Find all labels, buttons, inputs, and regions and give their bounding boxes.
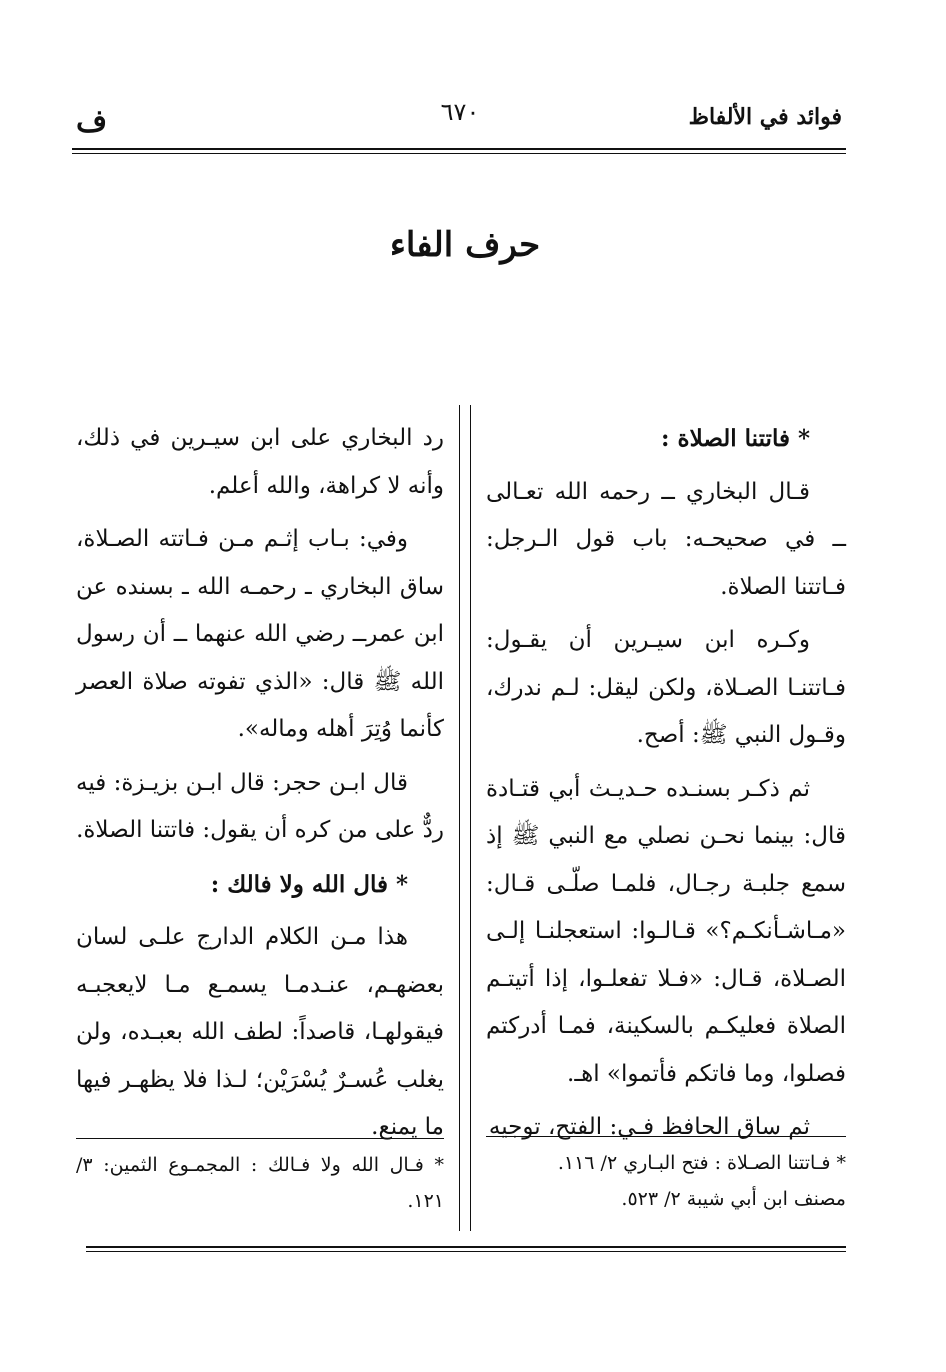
footnote-line: * فـال الله ولا فـالك : المجمـوع الثمين: ٣/ ١٢١. <box>76 1154 444 1212</box>
running-header-title: فوائد في الألفاظ <box>688 104 842 130</box>
paragraph: قال ابـن حجر: قال ابـن بزيـزة: فيه ردٌّ على من كره أن يقول: فاتتنا الصلاة. <box>76 769 444 843</box>
column-divider-right-line <box>470 405 471 1231</box>
footnote-left <box>76 1147 444 1219</box>
section-letter: ف <box>76 104 108 139</box>
footer-rule-bottom <box>86 1251 846 1252</box>
paragraph: ثم ساق الحافظ فـي: الفتح، توجيه <box>488 1114 810 1140</box>
footnote-right <box>486 1145 846 1217</box>
left-column <box>76 415 444 1158</box>
page-number: ٦٧٠ <box>440 98 480 126</box>
entry-heading: * فال الله ولا فالك : <box>210 870 408 898</box>
column-divider-left-line <box>459 405 460 1231</box>
entry-heading: * فاتتنا الصلاة : <box>661 425 810 452</box>
paragraph: وفي: بـاب إثـم مـن فـاتته الصـلاة، ساق البخاري ـ رحمـه الله ـ بسنده عن ابن عمرــ رضي الله عنهما ــ أن رسول الله ﷺ قال: «الذي تفوته صلاة العصر كأنما وُتِرَ أهله وماله». <box>76 526 444 742</box>
right-column <box>486 415 846 1158</box>
paragraph: رد البخاري على ابن سيـرين في ذلك، وأنه لا كراهة، والله أعلم. <box>76 425 444 499</box>
paragraph: وكـره ابن سيـرين أن يقـول: فـاتتنـا الصـلاة، ولكن ليقل: لـم ندرك، وقـول النبي ﷺ: أصح. <box>486 627 846 748</box>
footnote-line: مصنف ابن أبي شيبة ٢/ ٥٢٣. <box>621 1188 846 1210</box>
paragraph: قـال البخاري ــ رحمه الله تعـالى ــ في صحيحـه: باب قول الـرجل: فـاتتنا الصلاة. <box>486 478 846 600</box>
footnote-rule-left <box>76 1138 444 1139</box>
footer-rule-top <box>86 1246 846 1248</box>
header-rule-top <box>72 148 846 150</box>
paragraph: ثم ذكـر بسنـده حـديـث أبي قتـادة قال: بينما نحـن نصلي مع النبي ﷺ إذ سمع جلبـة رجـال، فلمـا صلّـى قـال: «مـاشـأنكـم؟» قـالـوا: استعجلنـا إلـى الصـلاة، قـال: «فـلا تفعلـوا، إذا أتيتـم الصلاة فعليكـم بالسكينة، فمـا أدركتم فصلوا، وما فاتكم فأتموا» اهـ. <box>486 775 846 1087</box>
paragraph: هذا مـن الكلام الدارج علـى لسان بعضهـم، عنـدمـا يسمـع مـا لايعجبـه فيقولهـا، قاصداً: لطف الله بعبـده، ولن يغلب عُسـرٌ يُسْرَيْن؛ لـذا فلا يظهـر فيها ما يمنع. <box>76 924 444 1140</box>
header-rule-bottom <box>72 153 846 154</box>
footnote-rule-right <box>486 1136 846 1137</box>
footnote-line: * فـاتتنا الصـلاة : فتح البـاري ٢/ ١١٦. <box>557 1152 846 1174</box>
section-title: حرف الفاء <box>389 225 541 265</box>
